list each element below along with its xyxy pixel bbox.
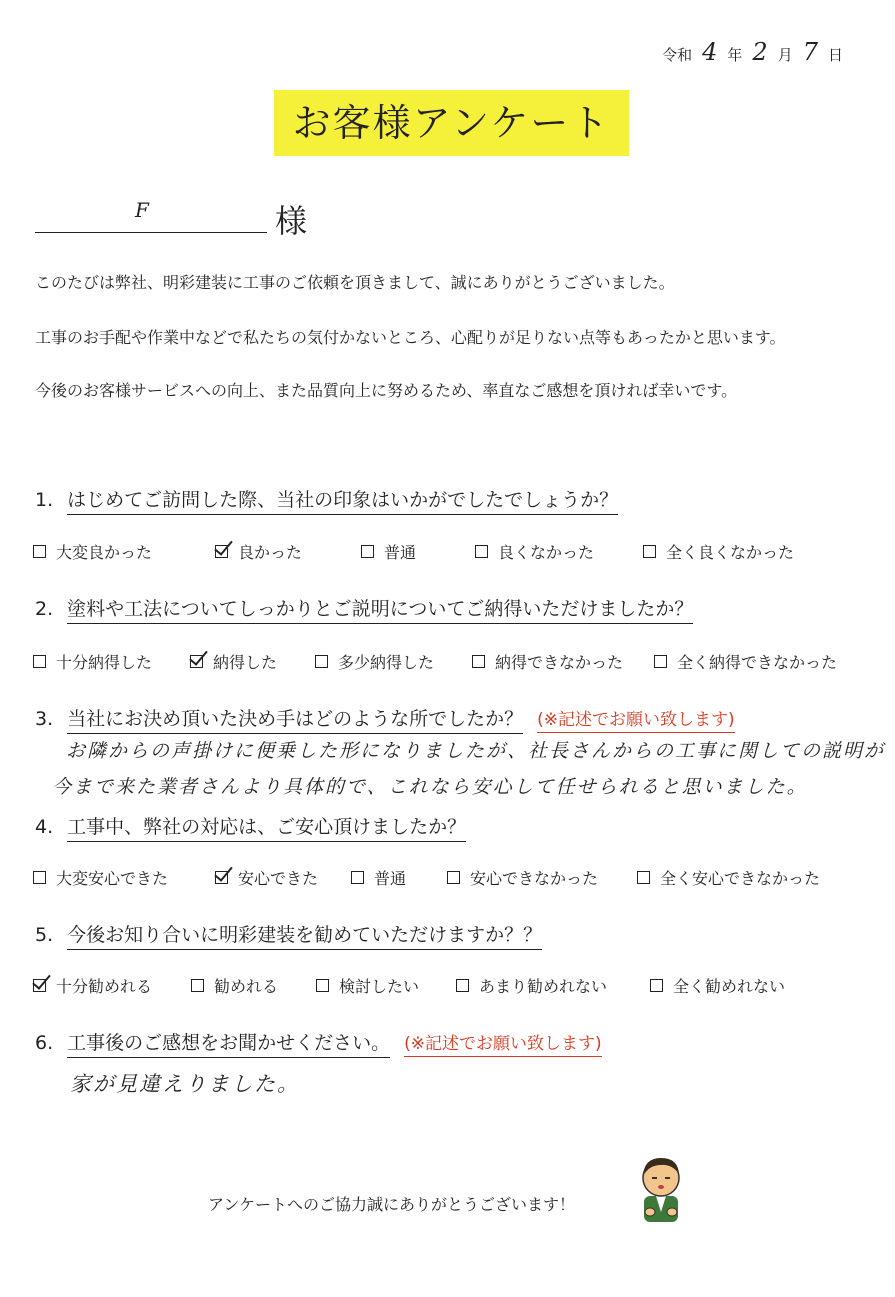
- option[interactable]: 十分勧めれる: [33, 974, 191, 997]
- date-month-unit: 月: [777, 46, 793, 64]
- checkbox-checked[interactable]: [190, 655, 203, 668]
- mascot-hand-left: [645, 1208, 655, 1216]
- checkbox-checked[interactable]: [33, 979, 46, 992]
- intro-line-2: 工事のお手配や作業中などで私たちの気付かないところ、心配りが足りない点等もあったかと思います。: [35, 328, 786, 347]
- options-q1: [33, 540, 794, 563]
- option[interactable]: 大変良かった: [33, 540, 215, 563]
- checkbox[interactable]: [191, 979, 204, 992]
- options-q2: [33, 650, 837, 673]
- date: [662, 38, 843, 66]
- question-number: 4.: [35, 816, 54, 838]
- question-text: 今後お知り合いに明彩建装を勧めていただけますか？？: [67, 920, 542, 950]
- option[interactable]: 全く勧めれない: [650, 974, 785, 997]
- option[interactable]: あまり勧めれない: [456, 974, 650, 997]
- checkbox[interactable]: [475, 545, 488, 558]
- date-day: 7: [802, 38, 818, 66]
- checkbox[interactable]: [456, 979, 469, 992]
- option[interactable]: 検討したい: [316, 974, 456, 997]
- question-number: 1.: [35, 489, 54, 511]
- date-day-unit: 日: [827, 46, 843, 64]
- answer-q3-line-1: お隣からの声掛けに便乗した形になりましたが、社長さんからの工事に関しての説明が: [66, 740, 886, 762]
- question-number: 3.: [35, 708, 54, 730]
- question-4: [35, 812, 466, 842]
- option[interactable]: 納得できなかった: [472, 650, 654, 673]
- date-era: 令和: [662, 46, 693, 64]
- name-underline: [35, 232, 267, 233]
- checkbox[interactable]: [33, 871, 46, 884]
- option[interactable]: 良くなかった: [475, 540, 643, 563]
- answer-q3-line-2: 今まで来た業者さんより具体的で、これなら安心して任せられると思いました。: [52, 776, 808, 798]
- question-number: 6.: [35, 1032, 54, 1054]
- option[interactable]: 安心できなかった: [447, 866, 637, 889]
- mascot-mouth: [658, 1185, 664, 1189]
- option[interactable]: 納得した: [190, 650, 315, 673]
- question-text: 工事中、弊社の対応は、ご安心頂けましたか？: [67, 812, 466, 842]
- option[interactable]: 良かった: [215, 540, 361, 563]
- checkbox[interactable]: [447, 871, 460, 884]
- thanks-message: アンケートへのご協力誠にありがとうございます！: [208, 1195, 576, 1214]
- option[interactable]: 全く安心できなかった: [637, 866, 820, 889]
- option[interactable]: 普通: [351, 866, 447, 889]
- checkbox[interactable]: [315, 655, 328, 668]
- question-1: [35, 485, 618, 515]
- option[interactable]: 普通: [361, 540, 475, 563]
- option[interactable]: 全く納得できなかった: [654, 650, 837, 673]
- option[interactable]: 全く良くなかった: [643, 540, 794, 563]
- question-text: はじめてご訪問した際、当社の印象はいかがでしたでしょうか？: [67, 485, 618, 515]
- question-3: [35, 704, 735, 734]
- question-6: [35, 1028, 602, 1058]
- option[interactable]: 多少納得した: [315, 650, 472, 673]
- date-year-unit: 年: [727, 46, 743, 64]
- question-text: 塗料や工法についてしっかりとご説明についてご納得いただけましたか？: [67, 594, 693, 624]
- checkbox[interactable]: [316, 979, 329, 992]
- checkbox-checked[interactable]: [215, 545, 228, 558]
- question-number: 5.: [35, 924, 54, 946]
- checkbox-checked[interactable]: [215, 871, 228, 884]
- option[interactable]: 勧めれる: [191, 974, 316, 997]
- checkbox[interactable]: [472, 655, 485, 668]
- question-note: (※記述でお願い致します): [537, 705, 735, 733]
- question-note: (※記述でお願い致します): [404, 1029, 602, 1057]
- checkbox[interactable]: [637, 871, 650, 884]
- options-q5: [33, 974, 785, 997]
- intro-line-1: このたびは弊社、明彩建装に工事のご依頼を頂きまして、誠にありがとうございました。: [35, 273, 675, 292]
- option[interactable]: 大変安心できた: [33, 866, 215, 889]
- checkbox[interactable]: [33, 545, 46, 558]
- mascot-icon: [634, 1152, 688, 1224]
- question-text: 当社にお決め頂いた決め手はどのような所でしたか？: [67, 704, 523, 734]
- customer-name: F: [135, 198, 151, 222]
- option[interactable]: 十分納得した: [33, 650, 190, 673]
- intro-line-3: 今後のお客様サービスへの向上、また品質向上に努めるため、率直なご感想を頂ければ幸いです。: [35, 381, 738, 400]
- date-year: 4: [702, 38, 718, 66]
- option[interactable]: 安心できた: [215, 866, 351, 889]
- checkbox[interactable]: [351, 871, 364, 884]
- checkbox[interactable]: [650, 979, 663, 992]
- checkbox[interactable]: [361, 545, 374, 558]
- page-title: お客様アンケート: [292, 101, 611, 145]
- mascot-hand-right: [667, 1208, 677, 1216]
- checkbox[interactable]: [33, 655, 46, 668]
- checkbox[interactable]: [643, 545, 656, 558]
- checkbox[interactable]: [654, 655, 667, 668]
- date-month: 2: [752, 38, 768, 66]
- question-number: 2.: [35, 598, 54, 620]
- question-text: 工事後のご感想をお聞かせください。: [67, 1028, 390, 1058]
- question-2: [35, 594, 693, 624]
- question-5: [35, 920, 542, 950]
- options-q4: [33, 866, 820, 889]
- customer-honorific: 様: [275, 202, 308, 240]
- answer-q6: 家が見違えりました。: [70, 1072, 300, 1096]
